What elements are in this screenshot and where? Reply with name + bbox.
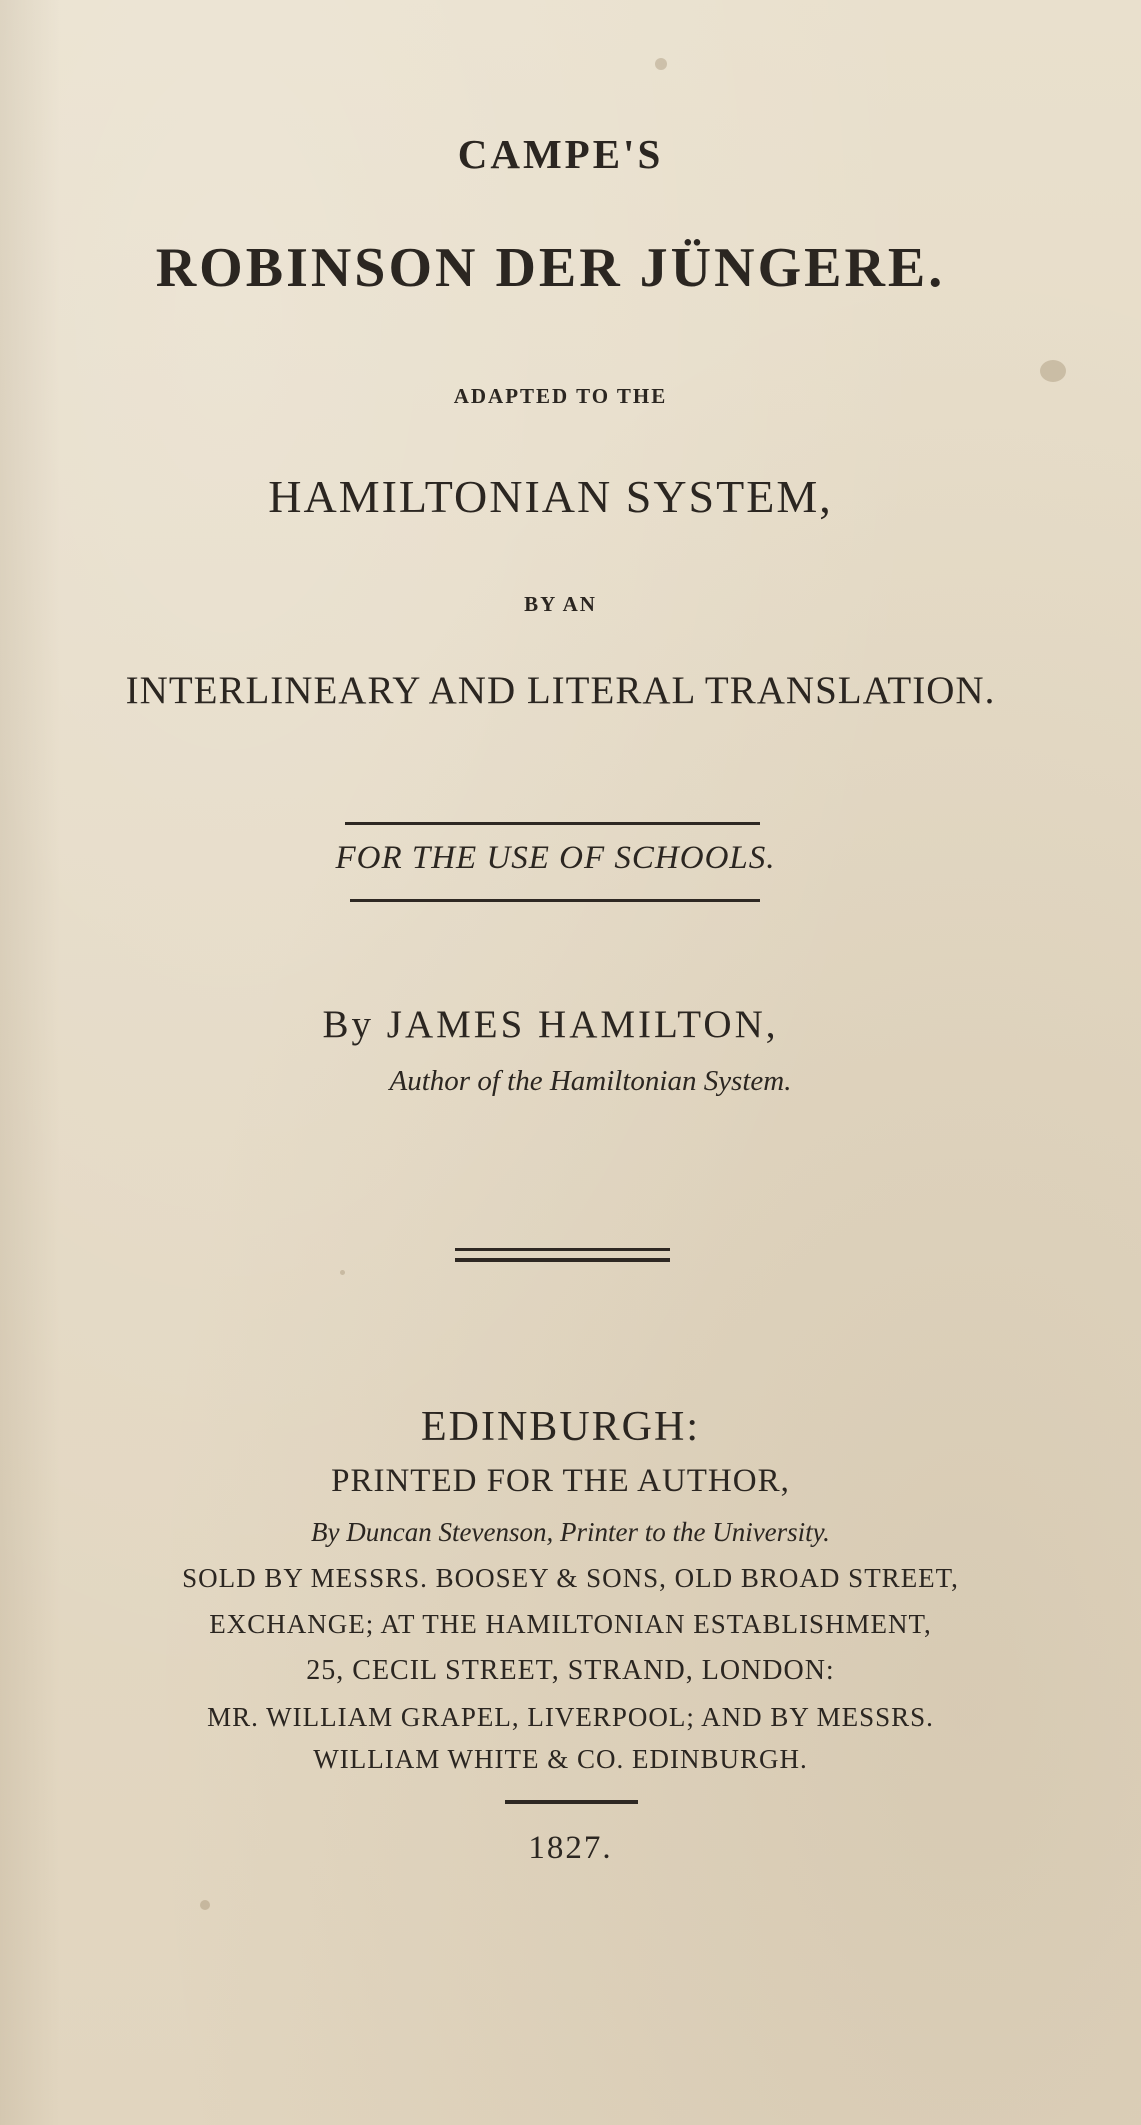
paper-speck bbox=[655, 58, 667, 70]
imprint-sold-line-3: 25, CECIL STREET, STRAND, LONDON: bbox=[306, 1655, 835, 1686]
title-line-campes: CAMPE'S bbox=[457, 131, 664, 177]
adapted-to-the: ADAPTED TO THE bbox=[453, 384, 668, 408]
by-an: BY AN bbox=[524, 592, 597, 616]
imprint-sold-line-4: MR. WILLIAM GRAPEL, LIVERPOOL; AND BY MESSRS. bbox=[207, 1702, 934, 1732]
paper-speck bbox=[200, 1900, 210, 1910]
imprint-year: 1827. bbox=[528, 1830, 613, 1866]
author-note: Author of the Hamiltonian System. bbox=[389, 1065, 792, 1097]
title-line-robinson: ROBINSON DER JÜNGERE. bbox=[155, 237, 946, 299]
imprint-printer: By Duncan Stevenson, Printer to the University. bbox=[311, 1517, 830, 1547]
imprint-printed-for: PRINTED FOR THE AUTHOR, bbox=[331, 1463, 790, 1499]
divider-rule-top bbox=[345, 822, 760, 825]
imprint-sold-line-2: EXCHANGE; AT THE HAMILTONIAN ESTABLISHMENT, bbox=[209, 1609, 932, 1639]
divider-rule-bottom bbox=[350, 899, 760, 902]
for-the-use-of-schools: FOR THE USE OF SCHOOLS. bbox=[335, 840, 776, 876]
double-rule-upper bbox=[455, 1248, 670, 1251]
interlinear-translation: INTERLINEARY AND LITERAL TRANSLATION. bbox=[125, 669, 996, 712]
paper-speck bbox=[340, 1270, 345, 1275]
imprint-sold-line-1: SOLD BY MESSRS. BOOSEY & SONS, OLD BROAD STREET, bbox=[182, 1563, 959, 1593]
paper-speck bbox=[1040, 360, 1066, 382]
year-rule bbox=[505, 1800, 638, 1804]
hamiltonian-system: HAMILTONIAN SYSTEM, bbox=[268, 471, 833, 522]
imprint-sold-line-5: WILLIAM WHITE & CO. EDINBURGH. bbox=[313, 1744, 808, 1774]
double-rule-lower bbox=[455, 1258, 670, 1262]
imprint-city: EDINBURGH: bbox=[421, 1404, 700, 1450]
author-name: By JAMES HAMILTON, bbox=[322, 1003, 779, 1046]
